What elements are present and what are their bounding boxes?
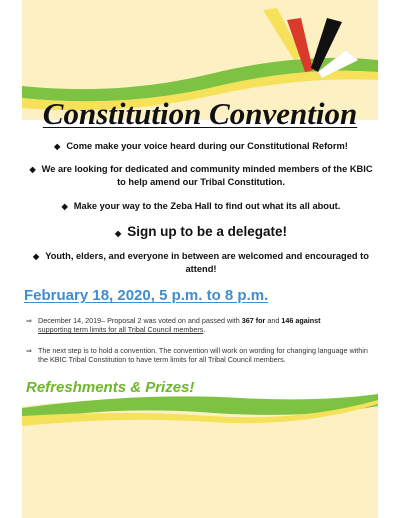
bullet-voice: ◆ Come make your voice heard during our Constitutional Reform! [54,141,348,151]
bullet-members: ◆ We are looking for dedicated and community minded members of the KBIC to help amend our Tribal Constitution. [29,164,373,187]
page-title: Constitution Convention [42,96,358,131]
bullet-dot-icon: ◆ [61,202,68,211]
footer-decoration [0,380,400,518]
note-next-step: ⇒ The next step is to hold a convention. The convention will work on wording for changing language within the KBIC Tribal Constitution to have term limits for all Tribal Council members. [26,346,368,364]
bullet-dot-icon: ◆ [29,165,36,174]
arrow-icon: ⇒ [26,316,33,325]
event-date: February 18, 2020, 5 p.m. to 8 p.m. [24,287,269,304]
arrow-icon: ⇒ [26,346,33,355]
promo-text: Refreshments & Prizes! [26,379,195,396]
bullet-dot-icon: ◆ [115,229,122,238]
bullet-delegate: ◆ Sign up to be a delegate! [115,224,287,239]
bullet-zeba-hall: ◆ Make your way to the Zeba Hall to find out what its all about. [61,201,341,211]
bullet-dot-icon: ◆ [33,252,40,261]
note-vote-result: ⇒ December 14, 2019– Proposal 2 was voted on and passed with 367 for and 146 against supporting term limits for all Tribal Council members. [26,316,321,334]
bullet-dot-icon: ◆ [54,142,61,151]
bullet-welcome: ◆ Youth, elders, and everyone in between are welcomed and encouraged to attend! [33,251,369,274]
